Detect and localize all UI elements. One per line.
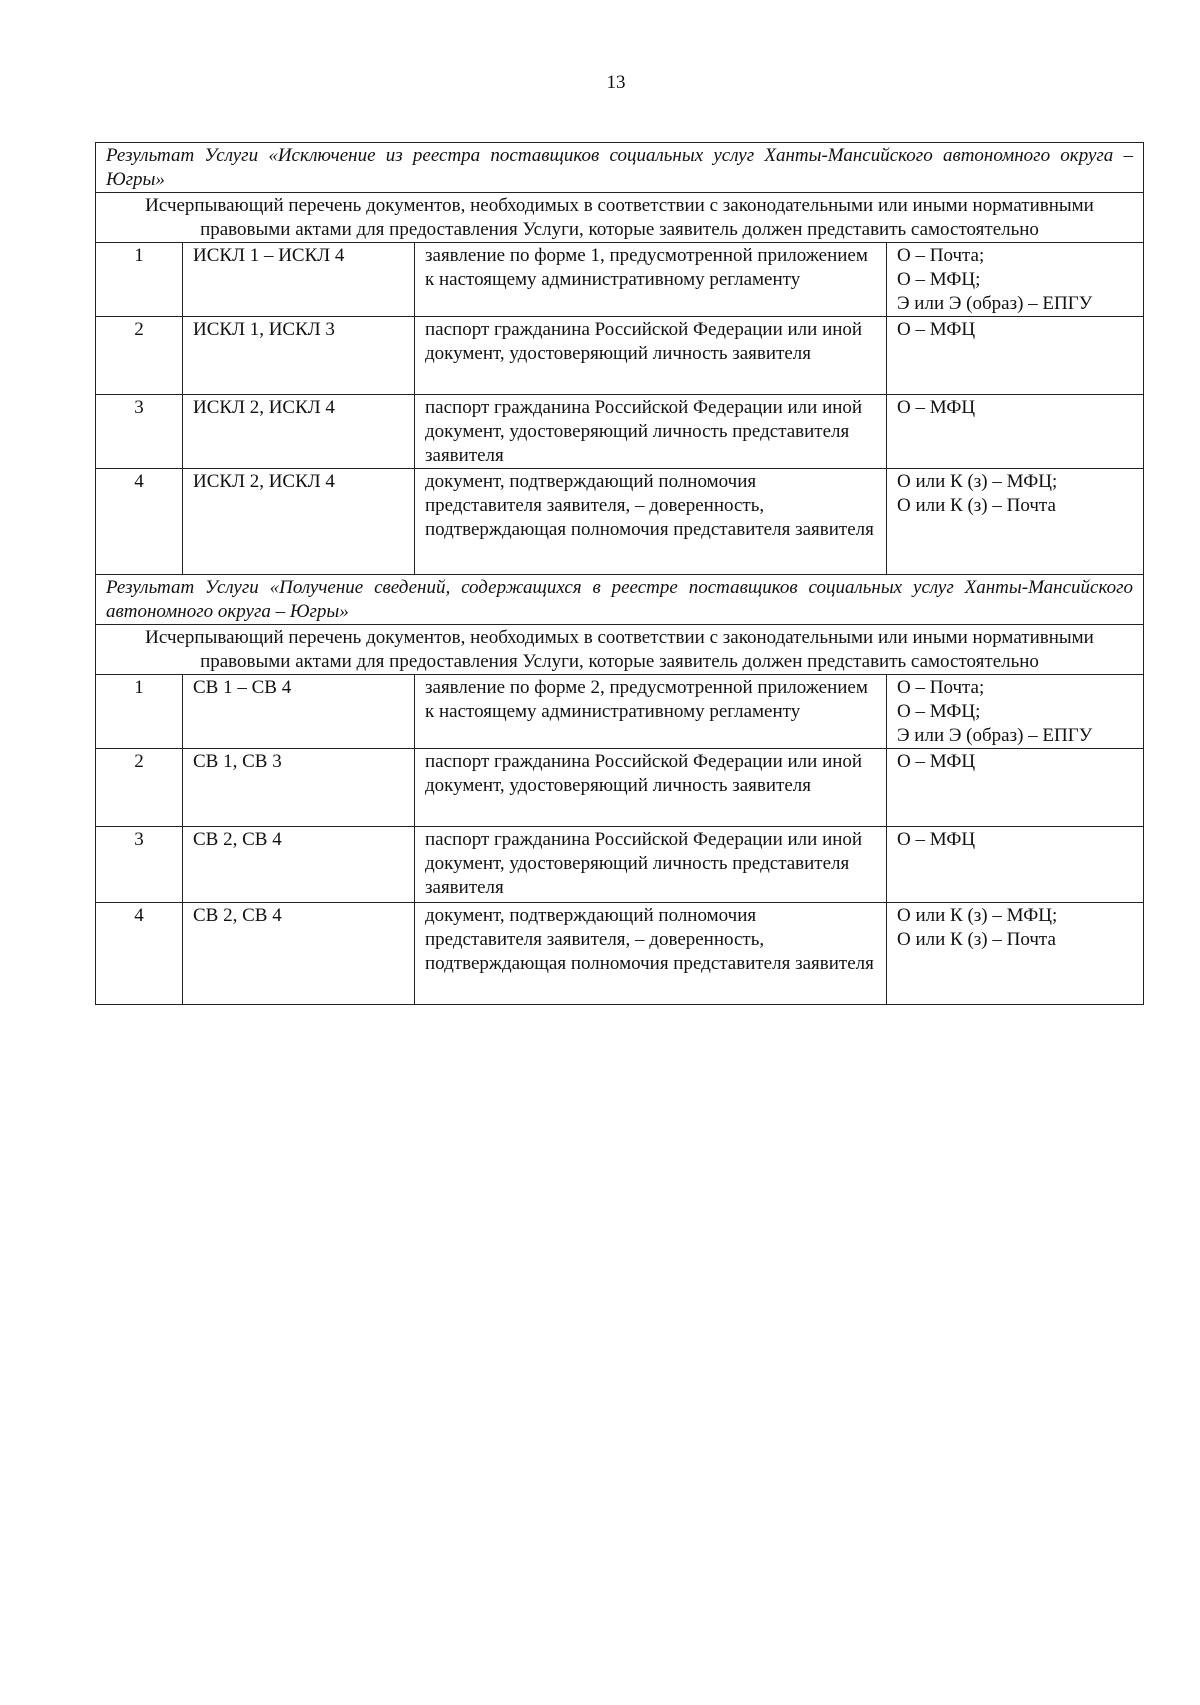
method-line: О – Почта; bbox=[897, 677, 985, 698]
row-number: 2 bbox=[96, 749, 183, 827]
document-name: заявление по форме 2, предусмотренной приложением к настоящему административному регламенту bbox=[415, 675, 887, 749]
row-number: 2 bbox=[96, 317, 183, 395]
submission-method bbox=[887, 903, 1144, 1005]
method-line: О – МФЦ bbox=[897, 397, 976, 418]
submission-method bbox=[887, 469, 1144, 575]
table-row bbox=[96, 469, 1144, 575]
method-line: О – МФЦ; bbox=[897, 269, 981, 290]
row-number: 1 bbox=[96, 675, 183, 749]
method-line: О или К (з) – МФЦ; bbox=[897, 905, 1058, 926]
result-title: Результат Услуги «Получение сведений, содержащихся в реестре поставщиков социальных услуг Ханты-Мансийского автономного округа – Югры» bbox=[96, 575, 1144, 625]
section-title-row bbox=[96, 575, 1144, 625]
result-code: ИСКЛ 2, ИСКЛ 4 bbox=[183, 395, 415, 469]
row-number: 4 bbox=[96, 903, 183, 1005]
row-number: 1 bbox=[96, 243, 183, 317]
document-name: паспорт гражданина Российской Федерации или иной документ, удостоверяющий личность представителя заявителя bbox=[415, 395, 887, 469]
table-row bbox=[96, 675, 1144, 749]
method-line: О или К (з) – МФЦ; bbox=[897, 471, 1058, 492]
documents-table bbox=[95, 142, 1144, 1005]
submission-method bbox=[887, 395, 1144, 469]
table-row bbox=[96, 317, 1144, 395]
submission-method bbox=[887, 749, 1144, 827]
result-code: ИСКЛ 2, ИСКЛ 4 bbox=[183, 469, 415, 575]
document-name: заявление по форме 1, предусмотренной приложением к настоящему административному регламенту bbox=[415, 243, 887, 317]
table-row bbox=[96, 243, 1144, 317]
method-line: Э или Э (образ) – ЕПГУ bbox=[897, 725, 1093, 746]
documents-list-header: Исчерпывающий перечень документов, необходимых в соответствии с законодательными или иными нормативными правовыми актами для предоставления Услуги, которые заявитель должен представить самостоятельно bbox=[96, 625, 1144, 675]
submission-method bbox=[887, 827, 1144, 903]
row-number: 3 bbox=[96, 827, 183, 903]
method-line: Э или Э (образ) – ЕПГУ bbox=[897, 293, 1093, 314]
document-name: паспорт гражданина Российской Федерации или иной документ, удостоверяющий личность представителя заявителя bbox=[415, 827, 887, 903]
table-row bbox=[96, 395, 1144, 469]
result-code: СВ 1 – СВ 4 bbox=[183, 675, 415, 749]
table-row bbox=[96, 827, 1144, 903]
document-name: документ, подтверждающий полномочия представителя заявителя, – доверенность, подтверждающая полномочия представителя заявителя bbox=[415, 903, 887, 1005]
method-line: О – МФЦ; bbox=[897, 701, 981, 722]
document-name: паспорт гражданина Российской Федерации или иной документ, удостоверяющий личность заявителя bbox=[415, 749, 887, 827]
submission-method bbox=[887, 243, 1144, 317]
method-line: О или К (з) – Почта bbox=[897, 929, 1056, 950]
result-code: СВ 2, СВ 4 bbox=[183, 903, 415, 1005]
method-line: О – МФЦ bbox=[897, 751, 976, 772]
document-name: документ, подтверждающий полномочия представителя заявителя, – доверенность, подтверждающая полномочия представителя заявителя bbox=[415, 469, 887, 575]
documents-list-header: Исчерпывающий перечень документов, необходимых в соответствии с законодательными или иными нормативными правовыми актами для предоставления Услуги, которые заявитель должен представить самостоятельно bbox=[96, 193, 1144, 243]
section-header-row bbox=[96, 193, 1144, 243]
document-name: паспорт гражданина Российской Федерации или иной документ, удостоверяющий личность заявителя bbox=[415, 317, 887, 395]
row-number: 3 bbox=[96, 395, 183, 469]
submission-method bbox=[887, 675, 1144, 749]
table-row bbox=[96, 903, 1144, 1005]
result-code: ИСКЛ 1, ИСКЛ 3 bbox=[183, 317, 415, 395]
submission-method bbox=[887, 317, 1144, 395]
section-header-row bbox=[96, 625, 1144, 675]
result-code: ИСКЛ 1 – ИСКЛ 4 bbox=[183, 243, 415, 317]
method-line: О – МФЦ bbox=[897, 319, 976, 340]
row-number: 4 bbox=[96, 469, 183, 575]
page-number: 13 bbox=[606, 72, 626, 93]
result-code: СВ 2, СВ 4 bbox=[183, 827, 415, 903]
table-row bbox=[96, 749, 1144, 827]
result-code: СВ 1, СВ 3 bbox=[183, 749, 415, 827]
section-title-row bbox=[96, 143, 1144, 193]
method-line: О – МФЦ bbox=[897, 829, 976, 850]
method-line: О или К (з) – Почта bbox=[897, 495, 1056, 516]
result-title: Результат Услуги «Исключение из реестра поставщиков социальных услуг Ханты-Мансийского автономного округа – Югры» bbox=[96, 143, 1144, 193]
method-line: О – Почта; bbox=[897, 245, 985, 266]
